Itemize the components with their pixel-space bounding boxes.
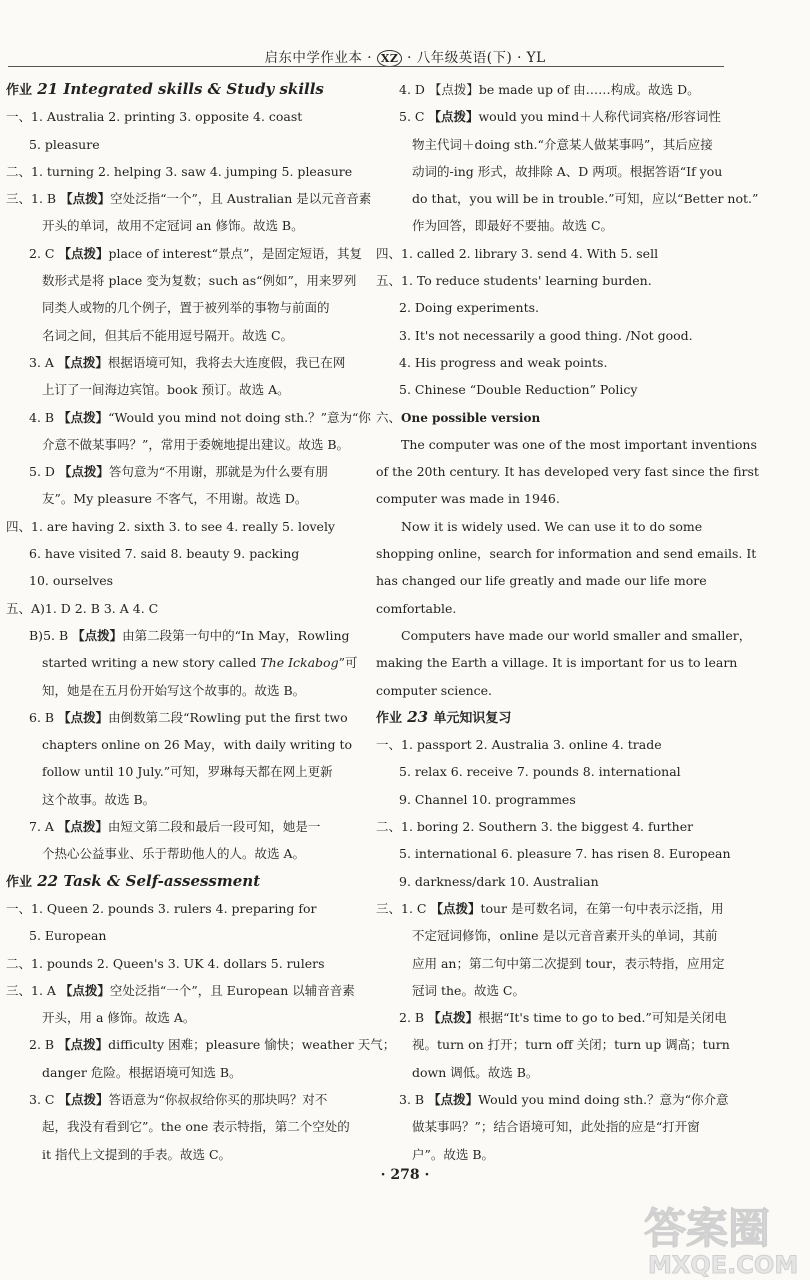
- section-heading-23: [376, 704, 728, 731]
- hint-text: 答语意为“你叔叔给你买的那块吗？对不: [108, 1091, 328, 1107]
- answer-line: 四、1. called 2. library 3. send 4. With 5. sell: [376, 245, 659, 261]
- hint-text: “Would you mind not doing sth.？”意为“你: [108, 409, 371, 425]
- hint-text: tour 是可数名词，在第一句中表示泛指，用: [480, 900, 724, 916]
- zy-label: 作业: [6, 83, 33, 98]
- answer-line: 名词之间，但其后不能用逗号隔开。故选 C。: [42, 327, 294, 343]
- hint-marker: 【点拨】: [58, 1091, 109, 1107]
- answer-line: 上订了一间海边宾馆。book 预订。故选 A。: [42, 382, 290, 398]
- hint-text: 根据“It's time to go to bed.”可知是关闭电: [478, 1010, 727, 1026]
- answer-line: 五、1. To reduce students' learning burden.: [376, 273, 652, 289]
- answer-line: it 指代上文提到的手表。故选 C。: [42, 1146, 232, 1162]
- hint-marker: 【点拨】: [57, 354, 108, 370]
- essay-line: of the 20th century. It has developed very fast since the first: [376, 464, 759, 480]
- answer-line: 9. darkness/dark 10. Australian: [399, 873, 599, 889]
- essay-line: computer was made in 1946.: [376, 491, 560, 507]
- answer-line: 视。turn on 打开；turn off 关闭；turn up 调高；turn: [412, 1037, 730, 1053]
- answer-line: 3. It's not necessarily a good thing. /Not good.: [399, 327, 693, 343]
- essay-line: Now it is widely used. We can use it to do some: [401, 518, 703, 534]
- xz-badge: XZ: [377, 50, 403, 67]
- essay-line: comfortable.: [376, 600, 457, 616]
- answer-line: down 调低。故选 B。: [412, 1064, 539, 1080]
- answer-key: 2. C: [29, 245, 59, 261]
- answer-line: [376, 404, 728, 431]
- answer-line: 友”。My pleasure 不客气，不用谢。故选 D。: [42, 491, 308, 507]
- answer-line: [376, 103, 728, 130]
- answer-line: do that，you will be in trouble.”可知，应以“Better not.”: [412, 191, 759, 207]
- header-rule: [8, 66, 724, 67]
- hint-marker: 【点拨】: [430, 900, 481, 916]
- hint-text: 空处泛指“一个”，且 European 以辅音音素: [109, 982, 355, 998]
- watermark-cn: 答案圈: [644, 1204, 771, 1253]
- hint-marker: 【点拨】: [58, 245, 109, 261]
- answer-line: [6, 649, 362, 676]
- answer-line: danger 危险。根据语境可知选 B。: [42, 1064, 242, 1080]
- answer-line: 二、1. pounds 2. Queen's 3. UK 4. dollars 5. rulers: [6, 955, 325, 971]
- answer-line: 起，我没有看到它”。the one 表示特指，第二个空处的: [42, 1119, 350, 1135]
- answer-key: 3. A: [29, 354, 58, 370]
- answer-text: started writing a new story called: [42, 655, 261, 671]
- hint-text: difficulty 困难；pleasure 愉快；weather 天气；: [108, 1037, 396, 1053]
- hint-marker: 【点拨】: [57, 819, 108, 835]
- answer-line: 4. His progress and weak points.: [399, 354, 608, 370]
- section-title: 单元知识复习: [433, 710, 512, 726]
- site-watermark-logo: [610, 1195, 810, 1280]
- answer-line: 数形式是将 place 变为复数；such as“例如”，用来罗列: [42, 273, 357, 289]
- answer-line: [6, 1031, 396, 1058]
- hint-text: Would you mind doing sth.？意为“你介意: [478, 1091, 729, 1107]
- answer-line: 5. pleasure: [29, 136, 100, 152]
- answer-line: 做某事吗？”；结合语境可知，此处指的应是“打开窗: [412, 1119, 700, 1135]
- book-title: The Ickabog: [260, 655, 339, 671]
- answer-key: 3. B: [399, 1091, 429, 1107]
- hint-text: place of interest“景点”，是固定短语，其复: [108, 245, 362, 261]
- section-heading-22: [6, 868, 362, 895]
- answer-line: 一、1. passport 2. Australia 3. online 4. trade: [376, 737, 662, 753]
- answer-line: [6, 185, 372, 212]
- answer-line: 5. relax 6. receive 7. pounds 8. international: [399, 764, 681, 780]
- section-heading-21: [6, 76, 362, 103]
- hint-text: 由第二段第一句中的“In May，Rowling: [122, 627, 350, 643]
- answer-key: 4. B: [29, 409, 59, 425]
- answer-line: 5. European: [29, 928, 107, 944]
- answer-line: 动词的-ing 形式，故排除 A、D 两项。根据答语“If you: [412, 163, 723, 179]
- zy-label: 作业: [6, 874, 33, 890]
- answer-text: ”可: [338, 655, 358, 671]
- answer-key: 三、1. B: [6, 191, 61, 207]
- header-title-pre: 启东中学作业本 ·: [264, 50, 377, 66]
- answer-line: 5. international 6. pleasure 7. has risen 8. European: [399, 846, 731, 862]
- answer-line: 6. have visited 7. said 8. beauty 9. packing: [29, 546, 300, 562]
- answer-line: 5. Chinese “Double Reduction” Policy: [399, 382, 638, 398]
- answer-line: 二、1. boring 2. Southern 3. the biggest 4. further: [376, 819, 694, 835]
- version-label: One possible version: [401, 410, 541, 425]
- essay-line: The computer was one of the most important inventions: [401, 436, 757, 452]
- hint-text: 根据语境可知，我将去大连度假，我已在网: [107, 354, 346, 370]
- answer-line: 知，她是在五月份开始写这个故事的。故选 B。: [42, 682, 306, 698]
- running-header: [0, 46, 810, 67]
- hint-marker: 【点拨】: [72, 627, 123, 643]
- hint-marker: 【点拨】: [60, 191, 111, 207]
- watermark-url: MXQE.COM: [648, 1251, 799, 1279]
- answer-line: 五、A)1. D 2. B 3. A 4. C: [6, 600, 159, 616]
- answer-line: 应用 an；第二句中第二次提到 tour，表示特指，应用定: [412, 955, 725, 971]
- answer-key: 7. A: [29, 819, 58, 835]
- answer-line: [6, 622, 362, 649]
- hint-text: 由短文第二段和最后一段可知，她是一: [107, 819, 321, 835]
- answer-key: 3. C: [29, 1091, 59, 1107]
- answer-line: 户”。故选 B。: [412, 1146, 495, 1162]
- answer-key: 六、: [376, 409, 402, 425]
- hint-text: would you mind＋人称代词宾格/形容词性: [478, 109, 721, 125]
- answer-line: 10. ourselves: [29, 573, 114, 589]
- answer-line: 9. Channel 10. programmes: [399, 791, 576, 807]
- answer-line: [6, 404, 371, 431]
- answer-key: 5. C: [399, 109, 429, 125]
- answer-line: [6, 349, 362, 376]
- answer-line: 四、1. are having 2. sixth 3. to see 4. really 5. lovely: [6, 518, 335, 534]
- answer-line: 不定冠词修饰，online 是以元音音素开头的单词，其前: [412, 928, 718, 944]
- answer-key: 2. B: [399, 1010, 429, 1026]
- zy-label: 作业: [376, 710, 403, 726]
- answer-key: 5. D: [29, 464, 59, 480]
- answer-key: B)5. B: [29, 627, 73, 643]
- answer-line: [376, 1004, 728, 1031]
- answer-line: 开头，用 a 修饰。故选 A。: [42, 1010, 196, 1026]
- essay-line: computer science.: [376, 682, 493, 698]
- answer-key: 三、1. A: [6, 982, 60, 998]
- section-number: 23: [407, 707, 429, 726]
- section-title: 22 Task & Self-assessment: [37, 871, 261, 890]
- answer-line: 物主代词＋doing sth.“介意某人做某事吗”，其后应接: [412, 136, 713, 152]
- header-title-post: · 八年级英语(下) · YL: [402, 50, 546, 66]
- answer-key: 三、1. C: [376, 900, 431, 916]
- answer-line: [6, 240, 362, 267]
- answer-line: [6, 1086, 362, 1113]
- answer-line: 冠词 the。故选 C。: [412, 982, 525, 998]
- answer-line: [6, 977, 362, 1004]
- answer-line: 介意不做某事吗？”，常用于委婉地提出建议。故选 B。: [42, 436, 350, 452]
- answer-key: 2. B: [29, 1037, 59, 1053]
- hint-marker: 【点拨】: [58, 464, 109, 480]
- hint-text: 空处泛指“一个”，且 Australian 是以元音音素: [110, 191, 372, 207]
- answer-key: 6. B: [29, 709, 59, 725]
- hint-marker: 【点拨】: [428, 1091, 479, 1107]
- right-column: [376, 76, 759, 1168]
- answer-line: 个热心公益事业、乐于帮助他人的人。故选 A。: [42, 846, 306, 862]
- hint-marker: 【点拨】: [59, 982, 110, 998]
- hint-marker: 【点拨】: [58, 409, 109, 425]
- answer-line: 2. Doing experiments.: [399, 300, 540, 316]
- answer-line: [6, 704, 362, 731]
- answer-line: 作为回答，即最好不要抽。故选 C。: [412, 218, 614, 234]
- answer-line: 这个故事。故选 B。: [42, 791, 156, 807]
- answer-line: 二、1. turning 2. helping 3. saw 4. jumping 5. pleasure: [6, 163, 353, 179]
- answer-line: [376, 1086, 728, 1113]
- answer-line: [6, 458, 362, 485]
- essay-line: shopping online，search for information and send emails. It: [376, 546, 757, 562]
- left-column: [6, 76, 396, 1168]
- section-title: 21 Integrated skills & Study skills: [37, 80, 324, 98]
- answer-line: 开头的单词，故用不定冠词 an 修饰。故选 B。: [42, 218, 304, 234]
- answer-line: [6, 813, 362, 840]
- answer-line: follow until 10 July.”可知，罗琳每天都在网上更新: [42, 764, 333, 780]
- hint-marker: 【点拨】: [428, 109, 479, 125]
- answer-line: [376, 895, 728, 922]
- answer-line: 同类人或物的几个例子，置于被列举的事物与前面的: [42, 300, 330, 316]
- page-number: · 278 ·: [380, 1167, 430, 1183]
- essay-line: has changed our life greatly and made our life more: [376, 573, 707, 589]
- hint-text: 由倒数第二段“Rowling put the first two: [108, 709, 348, 725]
- essay-line: Computers have made our world smaller and smaller，: [401, 627, 752, 643]
- answer-line: 一、1. Australia 2. printing 3. opposite 4. coast: [6, 109, 303, 125]
- hint-marker: 【点拨】: [428, 1010, 479, 1026]
- hint-marker: 【点拨】: [58, 1037, 109, 1053]
- answer-line: 一、1. Queen 2. pounds 3. rulers 4. preparing for: [6, 900, 317, 916]
- hint-marker: 【点拨】: [58, 709, 109, 725]
- answer-line: 4. D 【点拨】be made up of 由……构成。故选 D。: [399, 82, 700, 97]
- essay-line: making the Earth a village. It is important for us to learn: [376, 655, 738, 671]
- answer-line: chapters online on 26 May，with daily writing to: [42, 737, 353, 753]
- hint-text: 答句意为“不用谢，那就是为什么要有朋: [108, 464, 328, 480]
